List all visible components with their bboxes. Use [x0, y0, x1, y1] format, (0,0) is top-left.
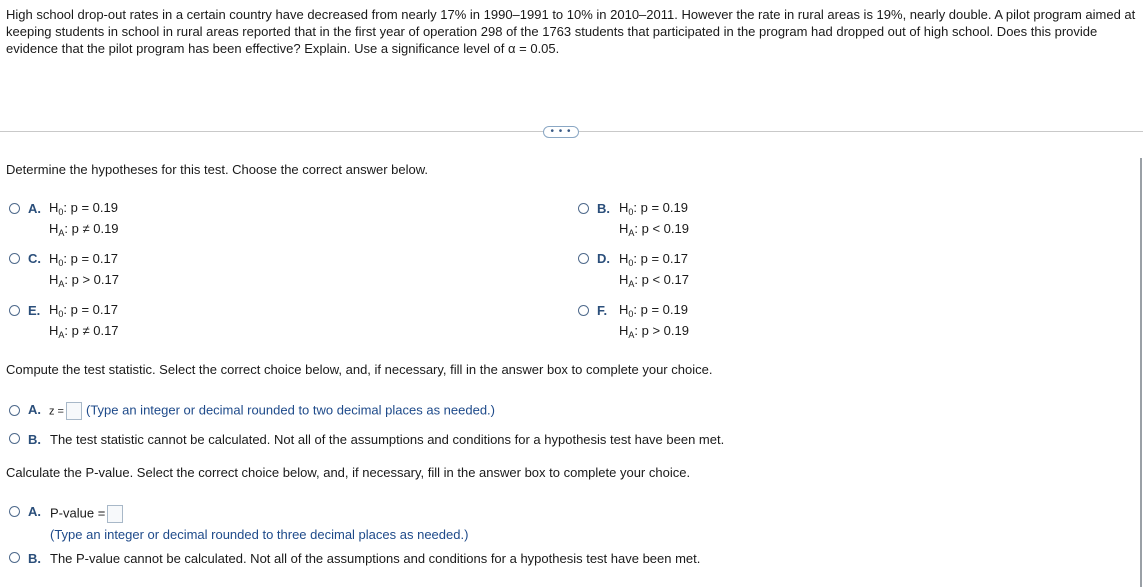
- scrollbar[interactable]: [1140, 158, 1142, 587]
- option-letter: E.: [28, 303, 41, 318]
- option-h0: $H_0$: p = 0.17: [49, 251, 118, 268]
- option-ha: $H_A$: p ≠ 0.19: [49, 221, 119, 238]
- option-letter: A.: [28, 201, 41, 216]
- p-value-answer-row: [50, 505, 127, 523]
- option-letter: A.: [28, 504, 41, 519]
- radio-z-b[interactable]: [9, 433, 20, 444]
- problem-statement: High school drop-out rates in a certain country have decreased from nearly 17% in 1990–1991 to 10% in 2010–2011. However the rate in rural areas is 19%, nearly double. A pilot program aimed at keeping students in school in rural areas reported that in the first year of operation 298 of the 1763 students that participated in the program had dropped out of high school. Does this provide evidence that the pilot program has been effective? Explain. Use a significance level of α = 0.05.: [6, 7, 1136, 56]
- option-ha: $H_A$: p > 0.19: [619, 323, 689, 340]
- z-label: z =: [49, 405, 64, 418]
- radio-z-a[interactable]: [9, 405, 20, 416]
- option-h0: $H_0$: p = 0.17: [49, 302, 118, 319]
- option-h0: $H_0$: p = 0.19: [49, 200, 118, 217]
- radio-a[interactable]: [9, 203, 20, 214]
- option-ha: $H_A$: p < 0.19: [619, 221, 689, 238]
- z-option-b-text: The test statistic cannot be calculated. Not all of the assumptions and conditions for a hypothesis test have been met.: [50, 432, 725, 447]
- option-ha: $H_A$: p > 0.17: [49, 272, 119, 289]
- p-value-prompt: Calculate the P-value. Select the correct choice below, and, if necessary, fill in the answer box to complete your choice.: [6, 465, 691, 480]
- option-letter: B.: [28, 551, 41, 566]
- hypotheses-prompt: Determine the hypotheses for this test. Choose the correct answer below.: [6, 162, 428, 177]
- z-hint: (Type an integer or decimal rounded to two decimal places as needed.): [85, 402, 495, 418]
- radio-p-a[interactable]: [9, 506, 20, 517]
- option-h0: $H_0$: p = 0.19: [619, 200, 688, 217]
- radio-f[interactable]: [578, 305, 589, 316]
- radio-p-b[interactable]: [9, 552, 20, 563]
- option-letter: F.: [597, 303, 608, 318]
- option-letter: D.: [597, 251, 610, 266]
- option-h0: $H_0$: p = 0.17: [619, 251, 688, 268]
- radio-e[interactable]: [9, 305, 20, 316]
- option-ha: $H_A$: p < 0.17: [619, 272, 689, 289]
- option-letter: C.: [28, 251, 41, 266]
- z-input[interactable]: [66, 402, 82, 420]
- option-letter: B.: [597, 201, 610, 216]
- option-h0: $H_0$: p = 0.19: [619, 302, 688, 319]
- radio-d[interactable]: [578, 253, 589, 264]
- p-value-option-b-text: The P-value cannot be calculated. Not all of the assumptions and conditions for a hypothesis test have been met.: [50, 551, 701, 566]
- test-statistic-prompt: Compute the test statistic. Select the correct choice below, and, if necessary, fill in the answer box to complete your choice.: [6, 362, 713, 377]
- expand-button[interactable]: • • •: [543, 126, 579, 138]
- p-value-hint: (Type an integer or decimal rounded to three decimal places as needed.): [50, 527, 469, 542]
- z-answer-row: [49, 402, 495, 420]
- p-value-label: P-value =: [50, 505, 106, 521]
- radio-c[interactable]: [9, 253, 20, 264]
- p-value-input[interactable]: [107, 505, 123, 523]
- option-ha: $H_A$: p ≠ 0.17: [49, 323, 119, 340]
- option-letter: A.: [28, 402, 41, 417]
- radio-b[interactable]: [578, 203, 589, 214]
- option-letter: B.: [28, 432, 41, 447]
